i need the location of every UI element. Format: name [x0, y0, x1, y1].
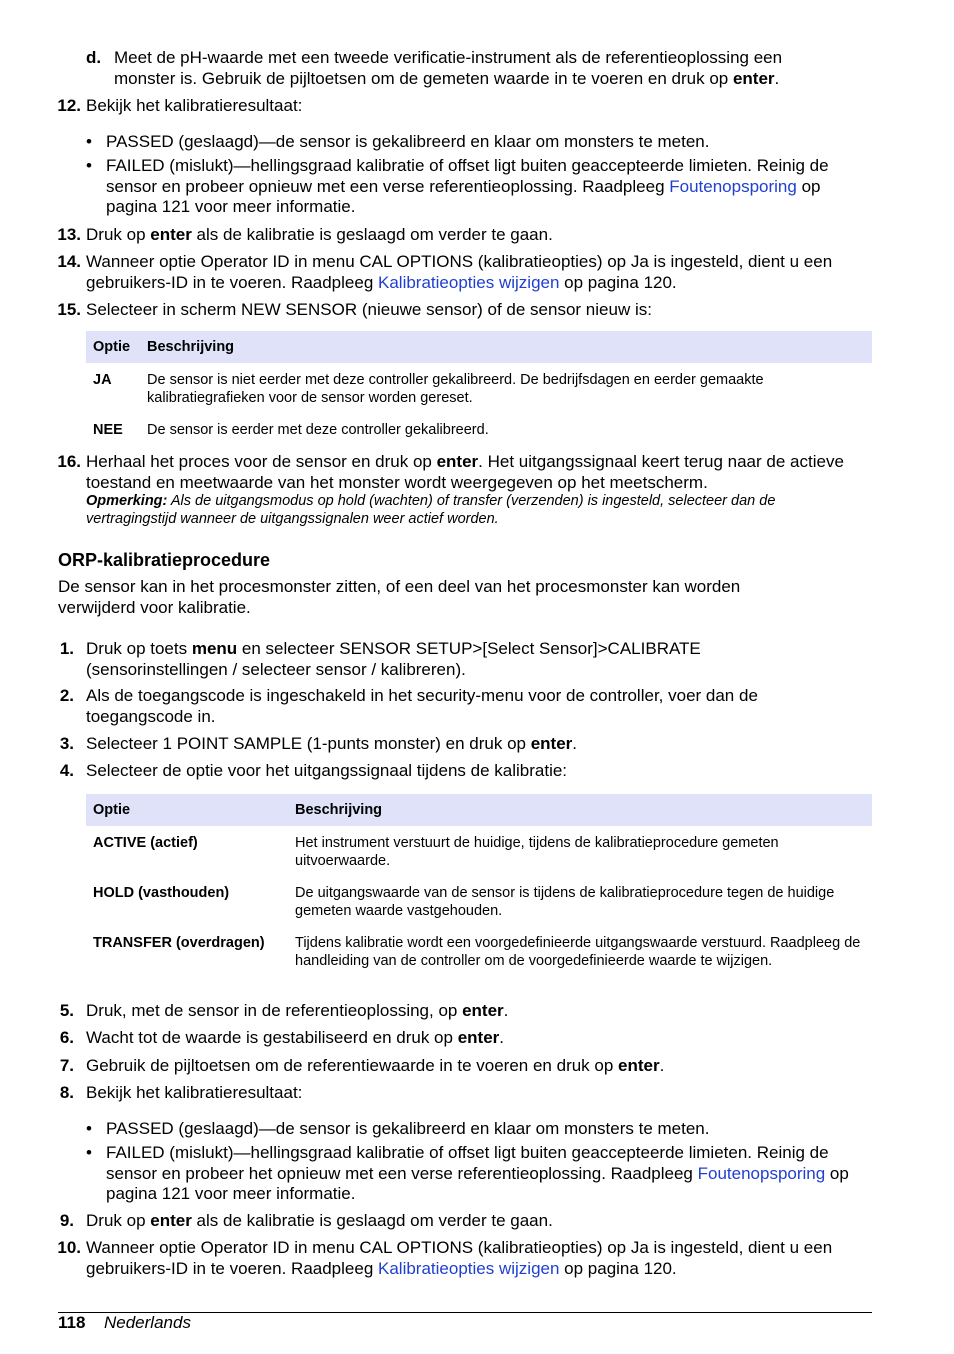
result-passed-text: PASSED (geslaagd)—de sensor is gekalibreerd en klaar om monsters te meten. — [106, 1119, 710, 1138]
option-cell: NEE — [93, 422, 123, 438]
calibration-options-link[interactable]: Kalibratieopties wijzigen — [378, 1258, 560, 1278]
step-d-label: d. — [86, 48, 102, 67]
orp-step-7-text: Gebruik de pijltoetsen om de referentiewaarde in te voeren en druk op enter. — [86, 1056, 665, 1075]
table-row — [86, 926, 872, 976]
result-passed-text: PASSED (geslaagd)—de sensor is gekalibreerd en klaar om monsters te meten. — [106, 132, 710, 151]
step-14-number: 14. — [57, 252, 81, 271]
orp-step-1-number: 1. — [59, 639, 74, 658]
orp-step-2-text: Als de toegangscode is ingeschakeld in het security-menu voor de controller, voer dan de toegangscode in. — [86, 686, 758, 726]
option-cell: ACTIVE (actief) — [93, 835, 198, 851]
calibration-options-link[interactable]: Kalibratieopties wijzigen — [378, 272, 560, 292]
column-header-option: Optie — [86, 794, 288, 826]
table-row — [86, 363, 872, 413]
orp-step-7-number: 7. — [59, 1056, 74, 1075]
orp-step-3-number: 3. — [59, 734, 74, 753]
table-row — [86, 876, 872, 926]
description-cell: Het instrument verstuurt de huidige, tijdens de kalibratieprocedure gemeten uitvoerwaarde. — [295, 835, 779, 869]
option-cell: HOLD (vasthouden) — [93, 885, 230, 901]
orp-step-10-text: Wanneer optie Operator ID in menu CAL OPTIONS (kalibratieopties) op Ja is ingesteld, dient u een gebruikers-ID in te voeren. Raadpleeg Kalibratieopties wijzigen op pagina 120. — [86, 1238, 833, 1278]
orp-step-5-text: Druk, met de sensor in de referentieoplossing, op enter. — [86, 1001, 509, 1020]
step-16-text: Herhaal het proces voor de sensor en druk op enter. Het uitgangssignaal keert terug naar de actieve toestand en meetwaarde van het monster wordt weergegeven op het meetscherm. — [86, 452, 844, 492]
orp-step-2-number: 2. — [59, 686, 74, 705]
step-13-number: 13. — [57, 225, 81, 244]
option-cell: TRANSFER (overdragen) — [93, 935, 265, 951]
step-d-text: Meet de pH-waarde met een tweede verificatie-instrument als de referentieoplossing een monster is. Gebruik de pijltoetsen om de gemeten waarde in te voeren en druk op enter. — [114, 48, 783, 88]
table-header-row — [86, 331, 872, 363]
bullet-icon: • — [86, 156, 92, 175]
output-signal-options-table — [86, 794, 872, 976]
orp-step-5-number: 5. — [59, 1001, 74, 1020]
orp-step-1-text: Druk op toets menu en selecteer SENSOR SETUP>[Select Sensor]>CALIBRATE (sensorinstellingen / selecteer sensor / kalibreren). — [86, 639, 701, 679]
option-cell: JA — [93, 372, 112, 388]
step-15-text: Selecteer in scherm NEW SENSOR (nieuwe sensor) of de sensor nieuw is: — [86, 300, 652, 319]
step-16-number: 16. — [57, 452, 81, 471]
result-failed-text: FAILED (mislukt)—hellingsgraad kalibratie of offset ligt buiten geaccepteerde limieten. Reinig de sensor en probeer opnieuw met een verse referentieoplossing. Raadpleeg Foutenopsporing op pagina 121 voor meer informatie. — [106, 156, 829, 216]
bullet-icon: • — [86, 132, 92, 151]
step-13-text: Druk op enter als de kalibratie is geslaagd om verder te gaan. — [86, 225, 553, 244]
result-failed-text: FAILED (mislukt)—hellingsgraad kalibratie of offset ligt buiten geaccepteerde limieten. Reinig de sensor en probeer het opnieuw met een verse referentieoplossing. Raadpleeg Foutenopsporing op pagina 121 voor meer informatie. — [106, 1143, 849, 1203]
description-cell: Tijdens kalibratie wordt een voorgedefinieerde uitgangswaarde verstuurd. Raadpleeg de handleiding van de controller om de voorgedefinieerde waarde te wijzigen. — [295, 935, 861, 969]
table-row — [86, 826, 872, 876]
bullet-icon: • — [86, 1143, 92, 1162]
bullet-icon: • — [86, 1119, 92, 1138]
section-title: ORP-kalibratieprocedure — [58, 550, 271, 570]
orp-step-8-text: Bekijk het kalibratieresultaat: — [86, 1083, 303, 1102]
column-header-description: Beschrijving — [140, 331, 872, 363]
orp-step-6-number: 6. — [59, 1028, 74, 1047]
table-row — [86, 413, 872, 445]
new-sensor-options-table — [86, 331, 872, 445]
footer-language: Nederlands — [104, 1313, 191, 1332]
orp-step-3-text: Selecteer 1 POINT SAMPLE (1-punts monster) en druk op enter. — [86, 734, 578, 753]
step-15-number: 15. — [57, 300, 81, 319]
column-header-option: Optie — [86, 331, 140, 363]
orp-step-6-text: Wacht tot de waarde is gestabiliseerd en druk op enter. — [86, 1028, 504, 1047]
description-cell: De uitgangswaarde van de sensor is tijdens de kalibratieprocedure tegen de huidige gemeten waarde vastgehouden. — [295, 885, 835, 919]
orp-step-4-text: Selecteer de optie voor het uitgangssignaal tijdens de kalibratie: — [86, 761, 568, 780]
page-number: 118 — [58, 1313, 86, 1332]
step-12-number: 12. — [57, 96, 81, 115]
description-cell: De sensor is niet eerder met deze controller gekalibreerd. De bedrijfsdagen en eerder gemaakte kalibratiegrafieken voor de sensor worden gereset. — [147, 372, 764, 406]
orp-step-10-number: 10. — [57, 1238, 81, 1257]
step-14-text: Wanneer optie Operator ID in menu CAL OPTIONS (kalibratieopties) op Ja is ingesteld, dient u een gebruikers-ID in te voeren. Raadpleeg Kalibratieopties wijzigen op pagina 120. — [86, 252, 833, 292]
troubleshooting-link[interactable]: Foutenopsporing — [669, 176, 797, 196]
orp-step-8-number: 8. — [59, 1083, 74, 1102]
orp-step-4-number: 4. — [59, 761, 74, 780]
orp-step-9-number: 9. — [59, 1211, 74, 1230]
description-cell: De sensor is eerder met deze controller gekalibreerd. — [147, 422, 489, 438]
orp-step-9-text: Druk op enter als de kalibratie is geslaagd om verder te gaan. — [86, 1211, 553, 1230]
troubleshooting-link[interactable]: Foutenopsporing — [697, 1163, 826, 1183]
step-12-text: Bekijk het kalibratieresultaat: — [86, 96, 303, 115]
section-intro: De sensor kan in het procesmonster zitten, of een deel van het procesmonster kan worden verwijderd voor kalibratie. — [58, 577, 741, 617]
note-16: Opmerking: Als de uitgangsmodus op hold (wachten) of transfer (verzenden) is ingesteld, selecteer dan de vertragingstijd wanneer de uitgangssignalen weer actief worden. — [86, 493, 776, 527]
table-header-row — [86, 794, 872, 826]
column-header-description: Beschrijving — [288, 794, 872, 826]
